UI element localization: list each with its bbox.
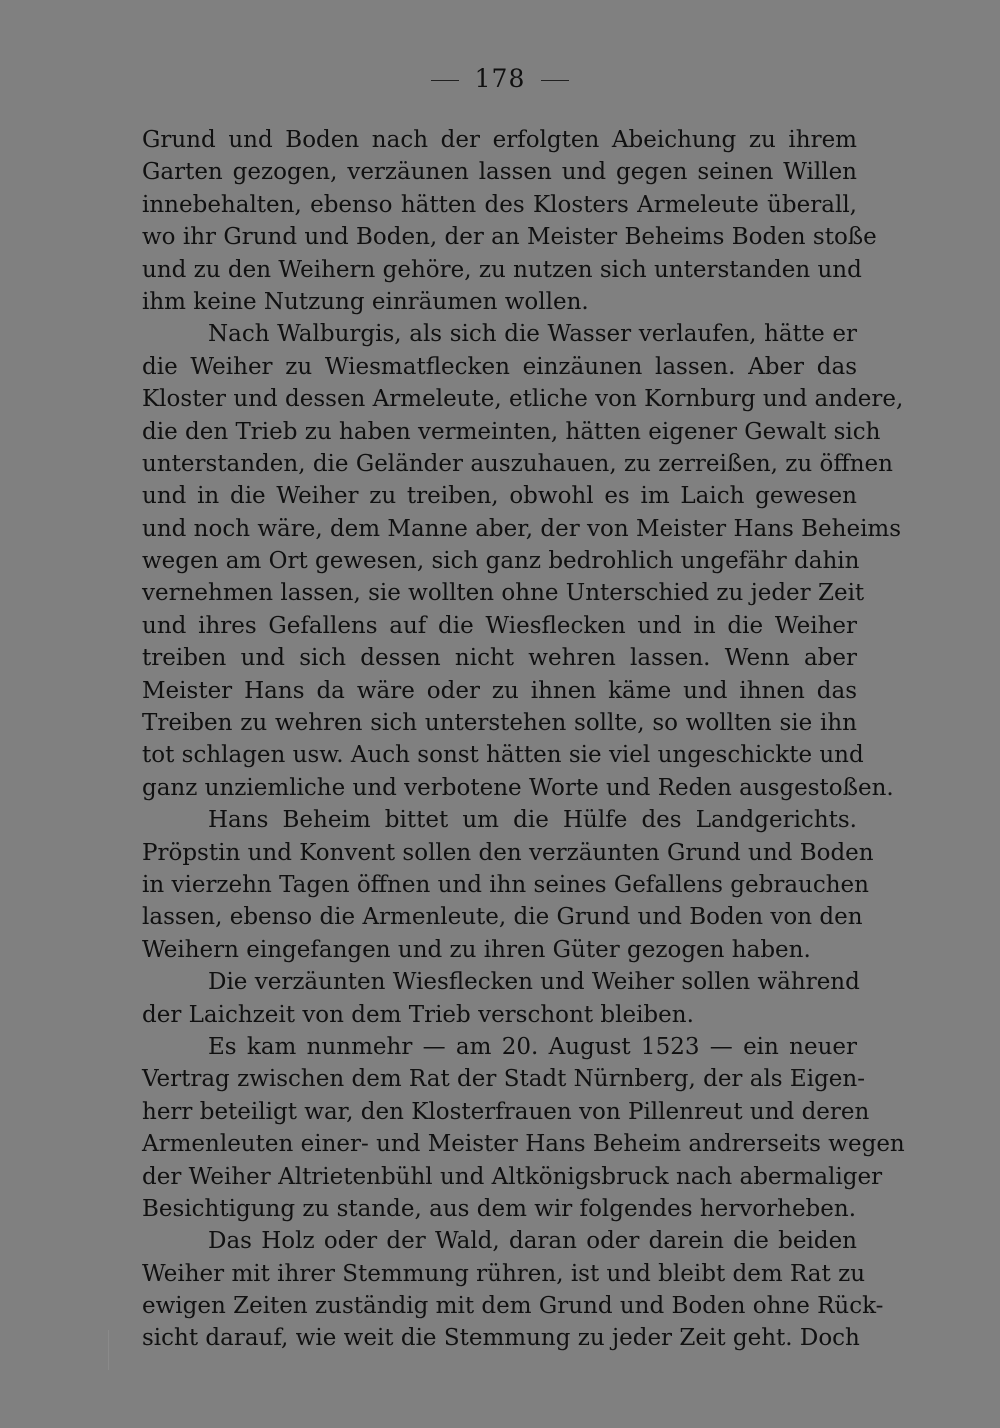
text-line: ewigen Zeiten zuständig mit dem Grund und Boden ohne Rück-	[142, 1293, 884, 1320]
text-line: Garten gezogen, verzäunen lassen und gegen seinen Willen	[142, 159, 857, 186]
margin-mark	[108, 1330, 109, 1370]
text-line: Meister Hans da wäre oder zu ihnen käme und ihnen das	[142, 677, 857, 704]
text-line: die Weiher zu Wiesmatflecken einzäunen lassen. Aber das	[142, 353, 857, 380]
body-text	[142, 124, 905, 1355]
text-line: und zu den Weihern gehöre, zu nutzen sich unterstanden und	[142, 256, 862, 283]
text-line: Vertrag zwischen dem Rat der Stadt Nürnberg, der als Eigen-	[142, 1066, 865, 1093]
text-line: Pröpstin und Konvent sollen den verzäunten Grund und Boden	[142, 839, 874, 866]
text-line: Weihern eingefangen und zu ihren Güter gezogen haben.	[142, 936, 811, 963]
page-number: 178	[474, 64, 526, 93]
text-line: Grund und Boden nach der erfolgten Abeichung zu ihrem	[142, 127, 857, 153]
left-dash	[431, 80, 459, 82]
text-line: Hans Beheim bittet um die Hülfe des Landgerichts.	[208, 807, 857, 834]
text-line: und in die Weiher zu treiben, obwohl es im Laich gewesen	[142, 483, 857, 510]
text-line: Weiher mit ihrer Stemmung rühren, ist und bleibt dem Rat zu	[142, 1260, 866, 1287]
text-line: sicht darauf, wie weit die Stemmung zu jeder Zeit geht. Doch	[142, 1325, 860, 1352]
text-line: Armenleuten einer- und Meister Hans Beheim andrerseits wegen	[142, 1131, 905, 1158]
text-line: die den Trieb zu haben vermeinten, hätten eigener Gewalt sich	[142, 418, 881, 445]
text-line: lassen, ebenso die Armenleute, die Grund und Boden von den	[142, 904, 863, 931]
text-line: ganz unziemliche und verbotene Worte und Reden ausgestoßen.	[142, 774, 894, 801]
text-line: innebehalten, ebenso hätten des Klosters Armeleute überall,	[142, 191, 857, 218]
text-line: der Weiher Altrietenbühl und Altkönigsbruck nach abermaliger	[142, 1163, 883, 1190]
text-line: unterstanden, die Geländer auszuhauen, zu zerreißen, zu öffnen	[142, 450, 893, 477]
right-dash	[541, 80, 569, 82]
text-line: vernehmen lassen, sie wollten ohne Unterschied zu jeder Zeit	[142, 580, 865, 607]
text-line: Kloster und dessen Armeleute, etliche von Kornburg und andere,	[142, 386, 904, 413]
text-line: Treiben zu wehren sich unterstehen sollte, so wollten sie ihn	[142, 710, 857, 737]
text-line: herr beteiligt war, den Klosterfrauen von Pillenreut und deren	[142, 1098, 870, 1125]
text-line: in vierzehn Tagen öffnen und ihn seines Gefallens gebrauchen	[142, 871, 869, 898]
text-line: treiben und sich dessen nicht wehren lassen. Wenn aber	[142, 645, 857, 672]
text-line: Besichtigung zu stande, aus dem wir folgendes hervorheben.	[142, 1195, 857, 1222]
page-number-header	[0, 64, 1000, 93]
text-line: und noch wäre, dem Manne aber, der von Meister Hans Beheims	[142, 515, 902, 542]
text-line: ihm keine Nutzung einräumen wollen.	[142, 288, 589, 315]
text-line: tot schlagen usw. Auch sonst hätten sie viel ungeschickte und	[142, 742, 864, 769]
text-line: Die verzäunten Wiesflecken und Weiher sollen während	[208, 969, 860, 996]
text-line: der Laichzeit von dem Trieb verschont bleiben.	[142, 1001, 694, 1028]
text-line: Das Holz oder der Wald, daran oder darein die beiden	[208, 1228, 857, 1255]
text-line: Nach Walburgis, als sich die Wasser verlaufen, hätte er	[208, 321, 857, 348]
text-line: wegen am Ort gewesen, sich ganz bedrohlich ungefähr dahin	[142, 548, 860, 575]
text-line: und ihres Gefallens auf die Wiesflecken und in die Weiher	[142, 612, 857, 639]
text-line: Es kam nunmehr — am 20. August 1523 — ein neuer	[208, 1033, 857, 1060]
text-line: wo ihr Grund und Boden, der an Meister Beheims Boden stoße	[142, 224, 877, 251]
